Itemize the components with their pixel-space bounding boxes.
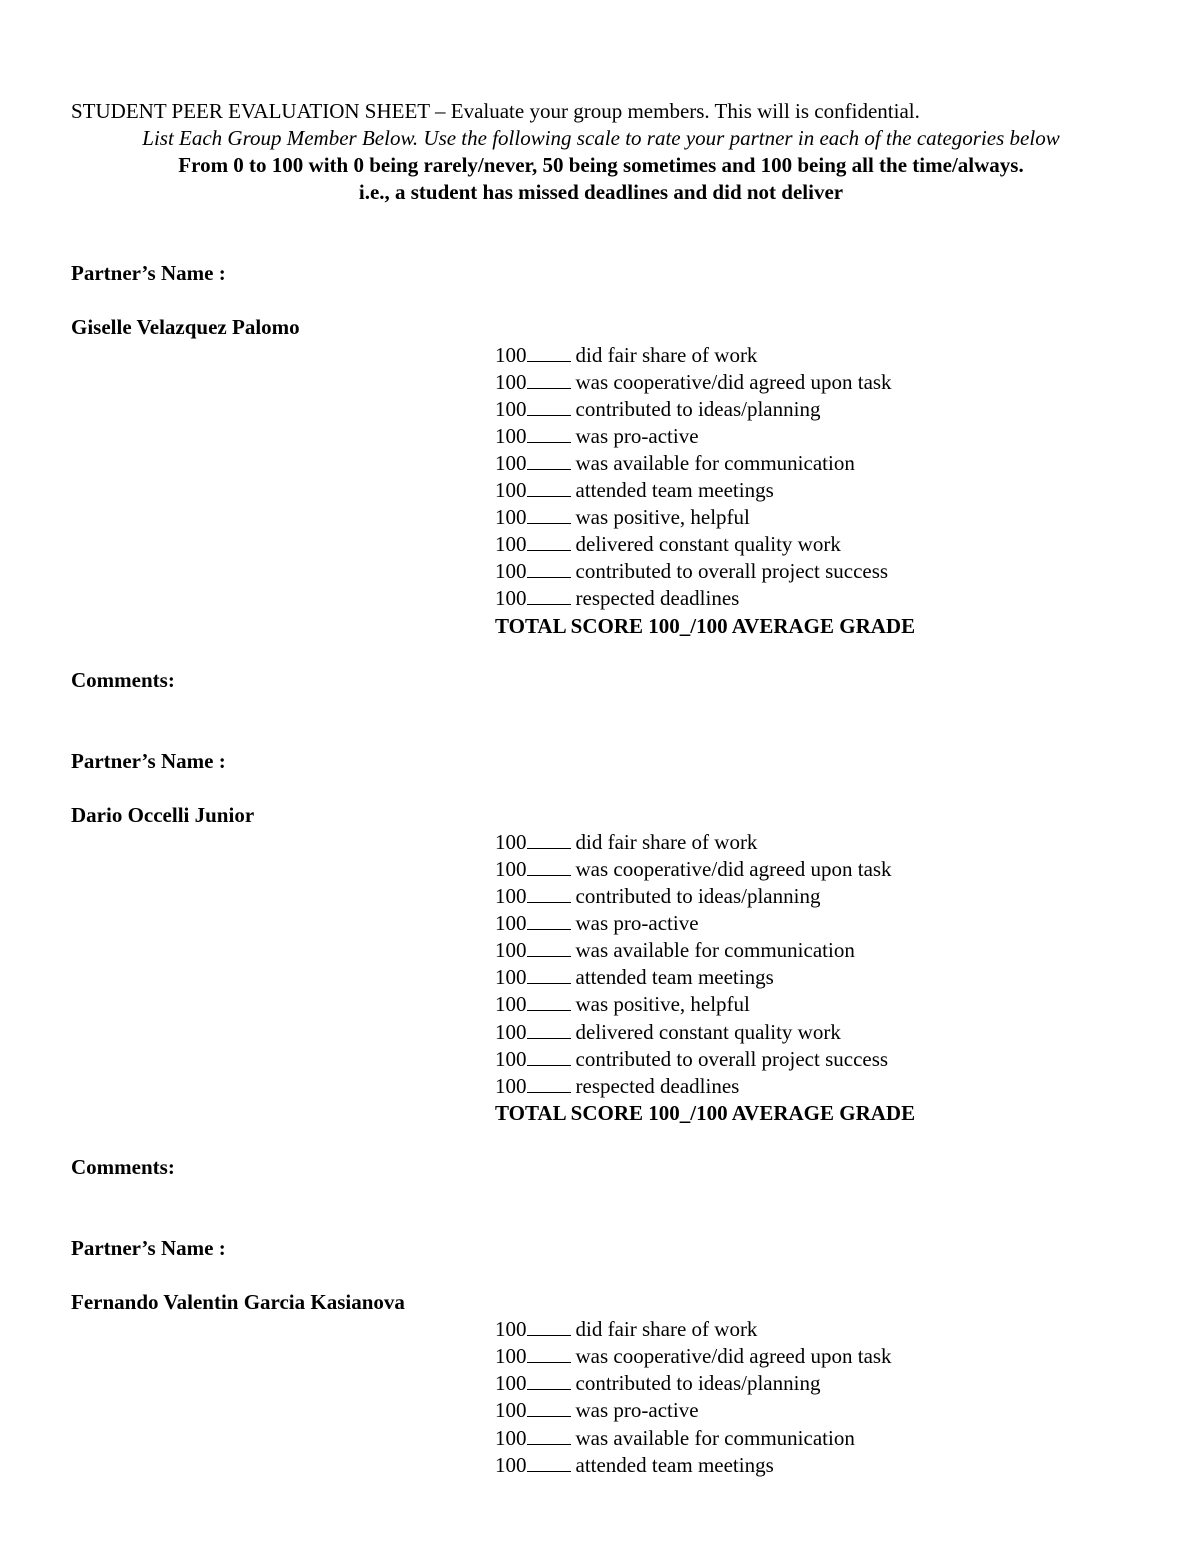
- evaluation-sheet: [71, 98, 1131, 1479]
- rating-score[interactable]: 100: [495, 992, 527, 1017]
- rating-criterion: attended team meetings: [575, 478, 774, 503]
- rating-row: [495, 396, 1131, 423]
- rating-row: [495, 1425, 1131, 1452]
- rating-score[interactable]: 100: [495, 965, 527, 990]
- comments-label: Comments:: [71, 667, 175, 692]
- rating-row: [495, 1343, 1131, 1370]
- rating-score[interactable]: 100: [495, 505, 527, 530]
- rating-score[interactable]: 100: [495, 532, 527, 557]
- rating-criterion: respected deadlines: [575, 586, 740, 611]
- score-blank-line: [527, 912, 571, 930]
- partner-name: Giselle Velazquez Palomo: [71, 315, 300, 340]
- rating-row: [495, 937, 1131, 964]
- rating-criterion: did fair share of work: [575, 1317, 758, 1342]
- rating-row: [495, 991, 1131, 1018]
- score-blank-line: [527, 1427, 571, 1445]
- scale-description: From 0 to 100 with 0 being rarely/never, 50 being sometimes and 100 being all the time/always.: [178, 153, 1024, 178]
- score-blank-line: [527, 1345, 571, 1363]
- rating-score[interactable]: 100: [495, 1046, 527, 1071]
- rating-row: [495, 342, 1131, 369]
- rating-row: [495, 504, 1131, 531]
- rating-criterion: contributed to ideas/planning: [575, 396, 821, 421]
- score-blank-line: [527, 966, 571, 984]
- score-blank-line: [527, 533, 571, 551]
- rating-score[interactable]: 100: [495, 478, 527, 503]
- rating-row: [495, 585, 1131, 612]
- rating-row: [495, 910, 1131, 937]
- rating-row: [495, 477, 1131, 504]
- ratings-list: [495, 1316, 1131, 1479]
- rating-score[interactable]: 100: [495, 911, 527, 936]
- rating-criterion: delivered constant quality work: [575, 532, 841, 557]
- rating-criterion: delivered constant quality work: [575, 1019, 841, 1044]
- score-blank-line: [527, 344, 571, 362]
- rating-criterion: was available for communication: [575, 1425, 855, 1450]
- rating-row: [495, 1019, 1131, 1046]
- partner-name-label: Partner’s Name :: [71, 1236, 226, 1260]
- rating-score[interactable]: 100: [495, 586, 527, 611]
- rating-row: [495, 856, 1131, 883]
- rating-score[interactable]: 100: [495, 1317, 527, 1342]
- rating-score[interactable]: 100: [495, 369, 527, 394]
- rating-criterion: contributed to overall project success: [575, 1046, 889, 1071]
- rating-row: [495, 883, 1131, 910]
- rating-score[interactable]: 100: [495, 829, 527, 854]
- score-blank-line: [527, 939, 571, 957]
- rating-row: [495, 964, 1131, 991]
- score-blank-line: [527, 1399, 571, 1417]
- rating-criterion: was available for communication: [575, 938, 855, 963]
- partner-name: Dario Occelli Junior: [71, 802, 255, 827]
- score-blank-line: [527, 479, 571, 497]
- rating-row: [495, 1316, 1131, 1343]
- score-blank-line: [527, 452, 571, 470]
- rating-row: [495, 558, 1131, 585]
- rating-criterion: was pro-active: [575, 1398, 699, 1423]
- score-blank-line: [527, 506, 571, 524]
- partner-name: Fernando Valentin Garcia Kasianova: [71, 1290, 405, 1315]
- rating-criterion: was positive, helpful: [575, 505, 750, 530]
- score-blank-line: [527, 858, 571, 876]
- rating-criterion: was pro-active: [575, 911, 699, 936]
- score-blank-line: [527, 885, 571, 903]
- sheet-title: STUDENT PEER EVALUATION SHEET – Evaluate your group members. This will is confidential.: [71, 99, 920, 123]
- partner-section-3: [71, 1235, 1131, 1479]
- scale-example: i.e., a student has missed deadlines and did not deliver: [358, 180, 844, 205]
- score-blank-line: [527, 398, 571, 416]
- rating-score[interactable]: 100: [495, 1073, 527, 1098]
- rating-criterion: was cooperative/did agreed upon task: [575, 369, 892, 394]
- rating-criterion: did fair share of work: [575, 342, 758, 367]
- rating-criterion: did fair share of work: [575, 829, 758, 854]
- total-score: TOTAL SCORE 100_/100 AVERAGE GRADE: [495, 613, 916, 638]
- rating-score[interactable]: 100: [495, 396, 527, 421]
- rating-score[interactable]: 100: [495, 342, 527, 367]
- rating-criterion: was cooperative/did agreed upon task: [575, 856, 892, 881]
- score-blank-line: [527, 1318, 571, 1336]
- score-blank-line: [527, 1372, 571, 1390]
- rating-criterion: contributed to overall project success: [575, 559, 889, 584]
- score-blank-line: [527, 831, 571, 849]
- rating-row: [495, 369, 1131, 396]
- ratings-list: [495, 829, 1131, 1127]
- rating-row: [495, 1370, 1131, 1397]
- rating-row: [495, 450, 1131, 477]
- rating-row: [495, 829, 1131, 856]
- score-blank-line: [527, 587, 571, 605]
- rating-score[interactable]: 100: [495, 856, 527, 881]
- rating-criterion: attended team meetings: [575, 965, 774, 990]
- rating-row: [495, 1046, 1131, 1073]
- score-blank-line: [527, 1454, 571, 1472]
- total-score: TOTAL SCORE 100_/100 AVERAGE GRADE: [495, 1100, 916, 1125]
- rating-criterion: attended team meetings: [575, 1452, 774, 1477]
- score-blank-line: [527, 560, 571, 578]
- partner-name-label: Partner’s Name :: [71, 748, 226, 773]
- rating-row: [495, 1452, 1131, 1479]
- rating-score[interactable]: 100: [495, 423, 527, 448]
- rating-score[interactable]: 100: [495, 1019, 527, 1044]
- rating-criterion: was available for communication: [575, 450, 855, 475]
- rating-score[interactable]: 100: [495, 1425, 527, 1450]
- rating-criterion: respected deadlines: [575, 1073, 740, 1098]
- rating-criterion: contributed to ideas/planning: [575, 1371, 821, 1396]
- instructions-line: List Each Group Member Below. Use the following scale to rate your partner in each of the categories below: [142, 126, 1060, 151]
- rating-score[interactable]: 100: [495, 1452, 527, 1477]
- rating-criterion: was cooperative/did agreed upon task: [575, 1344, 892, 1369]
- rating-criterion: was pro-active: [575, 423, 699, 448]
- score-blank-line: [527, 1075, 571, 1093]
- rating-criterion: was positive, helpful: [575, 992, 750, 1017]
- rating-score[interactable]: 100: [495, 1398, 527, 1423]
- rating-row: [495, 1397, 1131, 1424]
- partner-section-2: [71, 748, 1131, 1181]
- comments-label: Comments:: [71, 1154, 175, 1179]
- rating-score[interactable]: 100: [495, 938, 527, 963]
- rating-score[interactable]: 100: [495, 559, 527, 584]
- rating-criterion: contributed to ideas/planning: [575, 884, 821, 909]
- rating-score[interactable]: 100: [495, 884, 527, 909]
- score-blank-line: [527, 371, 571, 389]
- rating-score[interactable]: 100: [495, 1344, 527, 1369]
- score-blank-line: [527, 993, 571, 1011]
- rating-row: [495, 423, 1131, 450]
- rating-row: [495, 531, 1131, 558]
- score-blank-line: [527, 1048, 571, 1066]
- score-blank-line: [527, 425, 571, 443]
- rating-score[interactable]: 100: [495, 450, 527, 475]
- ratings-list: [495, 342, 1131, 640]
- score-blank-line: [527, 1021, 571, 1039]
- rating-row: [495, 1073, 1131, 1100]
- partner-name-label: Partner’s Name :: [71, 261, 226, 286]
- partner-section-1: [71, 260, 1131, 693]
- rating-score[interactable]: 100: [495, 1371, 527, 1396]
